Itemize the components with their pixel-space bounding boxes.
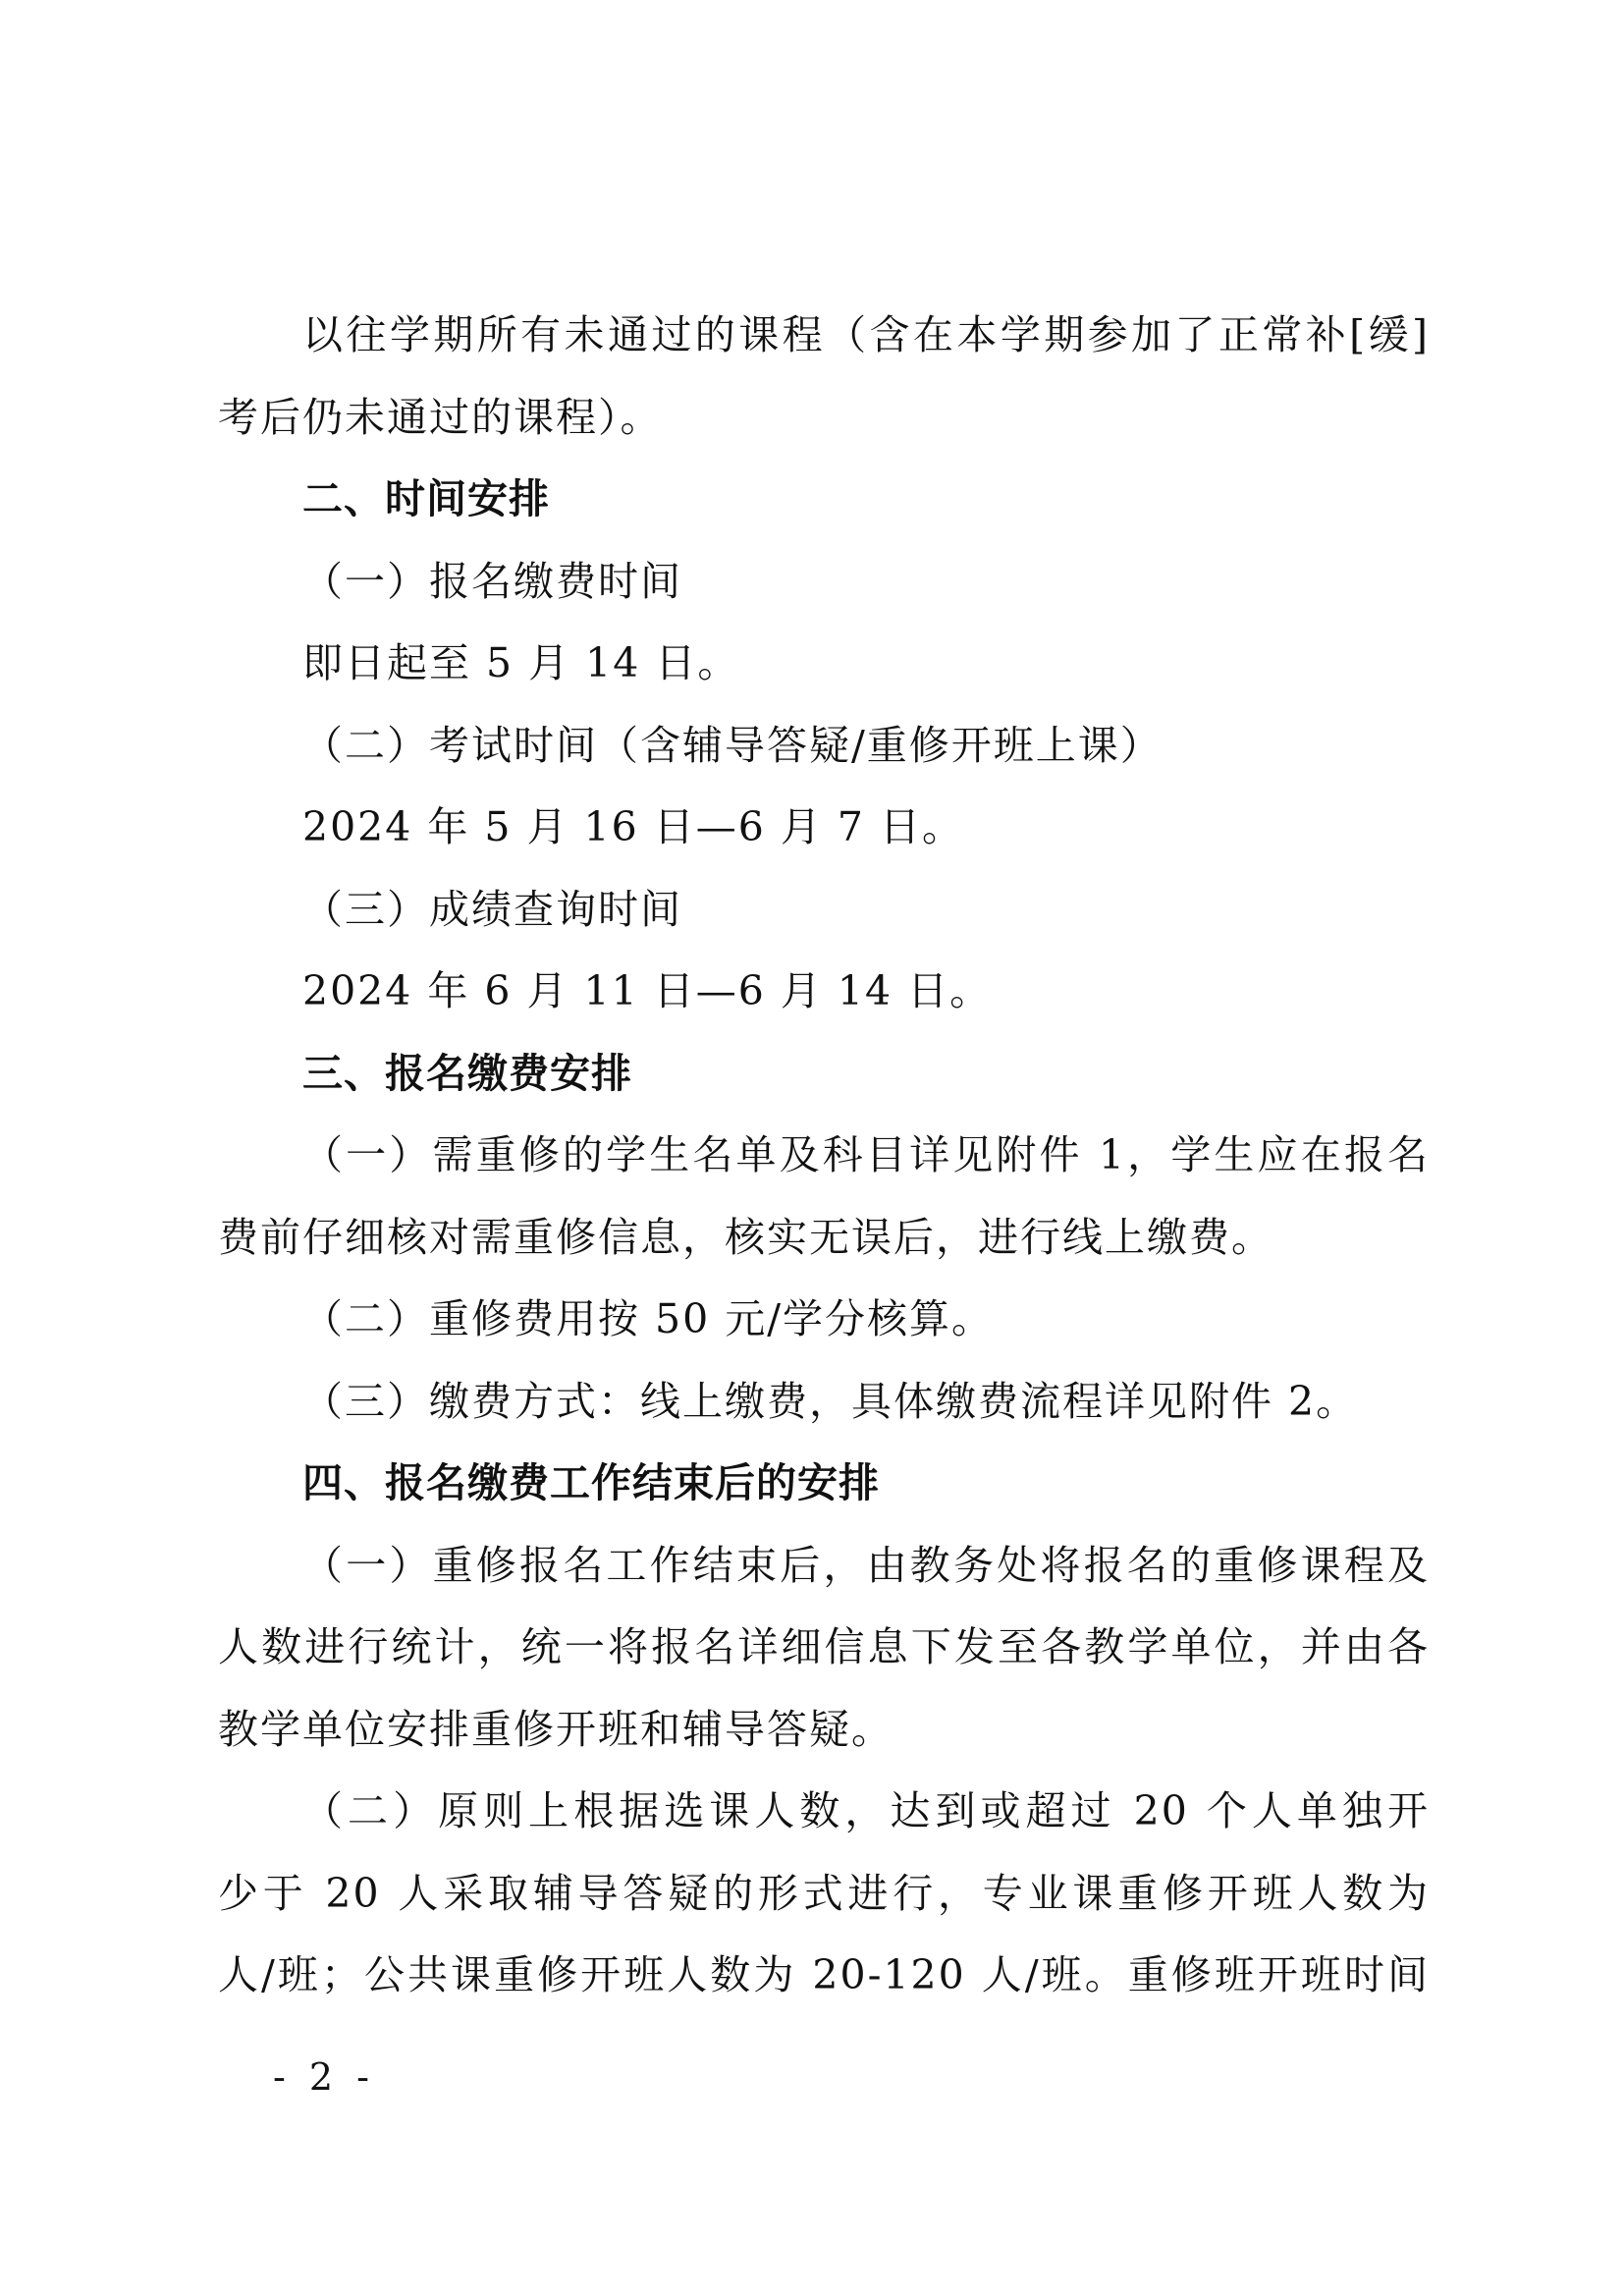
paragraph-line: 以往学期所有未通过的课程（含在本学期参加了正常补[缓] [302,311,1430,358]
paragraph-line: 2024 年 5 月 16 日—6 月 7 日。 [302,803,965,850]
document-body [218,295,1430,2017]
paragraph-line: 2024 年 6 月 11 日—6 月 14 日。 [302,967,993,1014]
paragraph-line: 即日起至 5 月 14 日。 [302,639,740,686]
page-number: - 2 - [273,2055,376,2099]
paragraph-line: （一）需重修的学生名单及科目详见附件 1，学生应在报名 [302,1131,1430,1178]
subsection-title: （二）考试时间（含辅导答疑/重修开班上课） [302,721,1163,769]
paragraph-line: 少于 20 人采取辅导答疑的形式进行，专业课重修开班人数为 [218,1869,1430,1917]
paragraph-line: （三）缴费方式：线上缴费，具体缴费流程详见附件 2。 [302,1377,1359,1425]
paragraph-line: 教学单位安排重修开班和辅导答疑。 [218,1705,893,1753]
paragraph-line: 费前仔细核对需重修信息，核实无误后，进行线上缴费。 [218,1213,1273,1261]
paragraph-line: （二）重修费用按 50 元/学分核算。 [302,1295,995,1342]
section-heading-registration: 三、报名缴费安排 [302,1049,632,1097]
subsection-title: （三）成绩查询时间 [302,885,682,933]
paragraph-line: 人/班；公共课重修开班人数为 20-120 人/班。重修班开班时间 [218,1951,1430,1998]
paragraph-line: 考后仍未通过的课程）。 [218,393,663,441]
paragraph-line: 人数进行统计，统一将报名详细信息下发至各教学单位，并由各 [218,1623,1430,1670]
section-heading-after-registration: 四、报名缴费工作结束后的安排 [302,1459,880,1506]
section-heading-schedule: 二、时间安排 [302,475,550,522]
subsection-title: （一）报名缴费时间 [302,557,682,605]
paragraph-line: （一）重修报名工作结束后，由教务处将报名的重修课程及 [302,1541,1430,1589]
paragraph-line: （二）原则上根据选课人数，达到或超过 20 个人单独开 [302,1787,1430,1834]
